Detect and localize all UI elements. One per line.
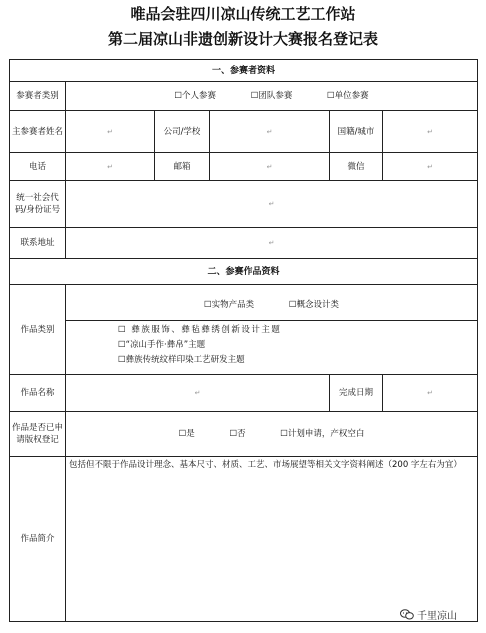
phone-field[interactable]: ↵ xyxy=(66,153,155,181)
liangshan-handmade-theme-checkbox[interactable]: ☐“凉山手作·彝帛”主题 xyxy=(118,339,206,350)
mailbox-field[interactable]: ↵ xyxy=(210,153,330,181)
form-title-line2: 第二届凉山非遗创新设计大赛报名登记表 xyxy=(107,30,378,48)
company-school-field[interactable]: ↵ xyxy=(210,111,330,153)
form-title-line1: 唯品会驻四川凉山传统工艺工作站 xyxy=(130,5,356,23)
main-participant-field[interactable]: ↵ xyxy=(66,111,155,153)
intro-instructions: 包括但不限于作品设计理念、基本尺寸、材质、工艺、市场展望等相关文字资料阐述（200 字左右为宜） xyxy=(69,460,462,470)
watermark-text: 千里凉山 xyxy=(417,611,457,622)
id-number-field[interactable]: ↵ xyxy=(66,181,478,228)
work-name-label: 作品名称 xyxy=(10,375,66,412)
work-name-field[interactable]: ↵ xyxy=(66,375,330,412)
wechat-field[interactable]: ↵ xyxy=(383,153,478,181)
registration-form-table xyxy=(9,59,478,622)
nationality-field[interactable]: ↵ xyxy=(383,111,478,153)
individual-checkbox[interactable]: ☐个人参赛 xyxy=(174,91,216,101)
copyright-no-checkbox[interactable]: ☐否 xyxy=(229,429,246,439)
participant-type-options xyxy=(66,82,478,111)
physical-product-checkbox[interactable]: ☐实物产品类 xyxy=(204,299,255,310)
copyright-yes-checkbox[interactable]: ☐是 xyxy=(178,429,195,439)
nationality-label: 国籍/城市 xyxy=(330,111,383,153)
organization-checkbox[interactable]: ☐单位参赛 xyxy=(327,91,369,101)
copyright-label: 作品是否已申请版权登记 xyxy=(10,412,66,457)
yi-pattern-dyeing-theme-checkbox[interactable]: ☐彝族传统纹样印染工艺研发主题 xyxy=(118,354,245,365)
copyright-options xyxy=(66,412,478,457)
company-school-label: 公司/学校 xyxy=(155,111,210,153)
concept-design-checkbox[interactable]: ☐概念设计类 xyxy=(288,299,339,310)
main-participant-label: 主参赛者姓名 xyxy=(10,111,66,153)
watermark xyxy=(400,607,457,622)
section2-heading: 二、参赛作品资料 xyxy=(10,259,478,285)
yi-costume-theme-checkbox[interactable]: ☐ 彝族服饰、彝毡彝绣创新设计主题 xyxy=(118,324,282,335)
copyright-planned-checkbox[interactable]: ☐计划申请，产权空白 xyxy=(280,429,365,439)
work-category-options xyxy=(66,285,478,375)
intro-field[interactable] xyxy=(66,457,478,622)
wechat-icon xyxy=(400,609,414,620)
work-category-label: 作品类别 xyxy=(10,285,66,375)
id-number-label: 统一社会代码/身份证号 xyxy=(10,181,66,228)
mailbox-label: 邮箱 xyxy=(155,153,210,181)
section1-heading: 一、参赛者资料 xyxy=(10,60,478,82)
wechat-label: 微信 xyxy=(330,153,383,181)
intro-label: 作品简介 xyxy=(10,457,66,622)
address-field[interactable]: ↵ xyxy=(66,228,478,259)
phone-label: 电话 xyxy=(10,153,66,181)
address-label: 联系地址 xyxy=(10,228,66,259)
team-checkbox[interactable]: ☐团队参赛 xyxy=(250,91,293,101)
participant-type-label: 参赛者类别 xyxy=(10,82,66,111)
completion-date-label: 完成日期 xyxy=(330,375,383,412)
completion-date-field[interactable]: ↵ xyxy=(383,375,478,412)
